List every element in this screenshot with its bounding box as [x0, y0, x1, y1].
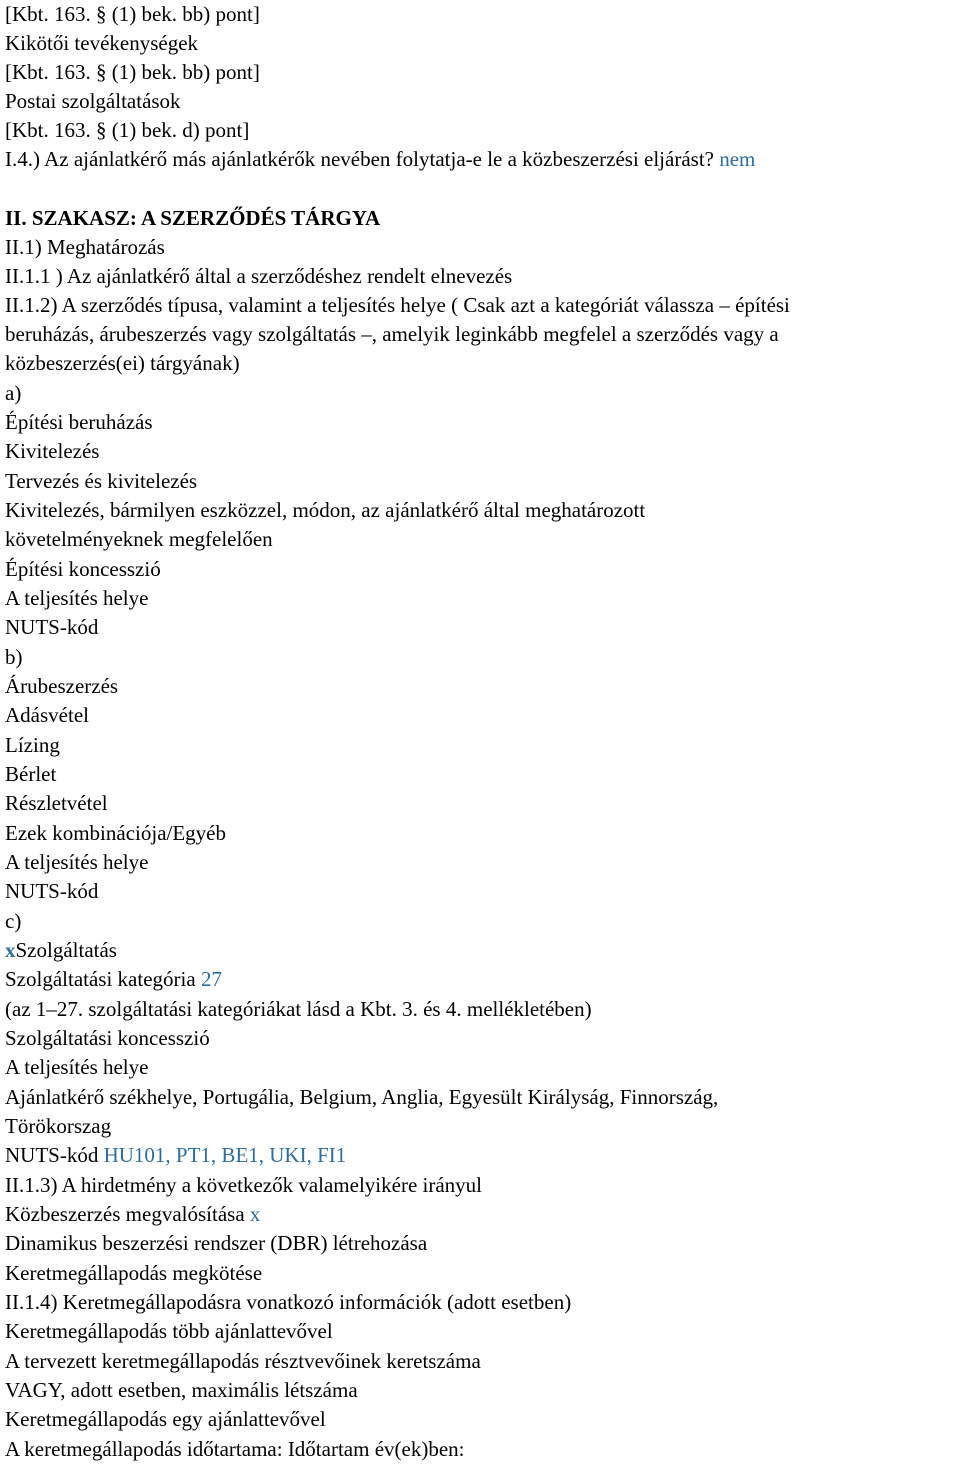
option-label: Szolgáltatás	[15, 938, 117, 962]
nuts-code-label: NUTS-kód	[5, 1143, 99, 1167]
question-i4-label: I.4.) Az ajánlatkérő más ajánlatkérők nevében folytatja-e le a közbeszerzési eljárást?	[5, 147, 714, 171]
service-category-label: Szolgáltatási kategória	[5, 967, 196, 991]
option-item: Keretmegállapodás egy ajánlattevővel	[5, 1407, 326, 1431]
note-line: (az 1–27. szolgáltatási kategóriákat lásd a Kbt. 3. és 4. mellékletében)	[5, 997, 592, 1021]
kbt-reference: [Kbt. 163. § (1) bek. d) pont]	[5, 118, 250, 142]
location-text: Ajánlatkérő székhelye, Portugália, Belgium, Anglia, Egyesült Királyság, Finnország,	[5, 1085, 719, 1109]
paragraph-line: II.1.2) A szerződés típusa, valamint a teljesítés helye ( Csak azt a kategóriát válassza – építési	[5, 293, 790, 317]
field-label: A teljesítés helye	[5, 586, 149, 610]
option-item: Bérlet	[5, 762, 57, 786]
option-item: Ezek kombinációja/Egyéb	[5, 821, 227, 845]
field-label: NUTS-kód	[5, 879, 99, 903]
option-letter: a)	[5, 381, 22, 405]
field-label: A teljesítés helye	[5, 1055, 149, 1079]
option-item	[5, 1200, 260, 1229]
option-item: Tervezés és kivitelezés	[5, 469, 198, 493]
field-label: NUTS-kód	[5, 615, 99, 639]
section-heading: II. SZAKASZ: A SZERZŐDÉS TÁRGYA	[5, 206, 381, 230]
kbt-reference: [Kbt. 163. § (1) bek. bb) pont]	[5, 60, 260, 84]
activity-postal: Postai szolgáltatások	[5, 89, 181, 113]
option-item: Lízing	[5, 733, 60, 757]
kbt-reference: [Kbt. 163. § (1) bek. bb) pont]	[5, 2, 260, 26]
option-item: Dinamikus beszerzési rendszer (DBR) létrehozása	[5, 1231, 428, 1255]
paragraph-line: beruházás, árubeszerzés vagy szolgáltatás –, amelyik leginkább megfelel a szerződés vagy a	[5, 322, 779, 346]
option-letter: c)	[5, 909, 22, 933]
option-item: Kivitelezés	[5, 439, 100, 463]
option-item: Árubeszerzés	[5, 674, 119, 698]
activity-port: Kikötői tevékenységek	[5, 31, 199, 55]
option-item: Építési beruházás	[5, 410, 153, 434]
option-letter: b)	[5, 645, 23, 669]
option-label: Közbeszerzés megvalósítása	[5, 1202, 245, 1226]
selected-mark: x	[5, 938, 16, 962]
field-label: A tervezett keretmegállapodás résztvevőinek keretszáma	[5, 1349, 481, 1373]
service-category-value: 27	[200, 967, 222, 991]
subsection-title: II.1) Meghatározás	[5, 235, 165, 259]
option-item: Építési koncesszió	[5, 557, 161, 581]
subsection-title: II.1.4) Keretmegállapodásra vonatkozó információk (adott esetben)	[5, 1290, 572, 1314]
service-category	[5, 965, 222, 994]
option-item: Kivitelezés, bármilyen eszközzel, módon, az ajánlatkérő által meghatározott	[5, 498, 646, 522]
option-item: követelményeknek megfelelően	[5, 527, 273, 551]
option-item: Részletvétel	[5, 791, 108, 815]
field-label: A keretmegállapodás időtartama: Időtartam év(ek)ben:	[5, 1437, 465, 1461]
question-i4-answer: nem	[719, 147, 756, 171]
nuts-code	[5, 1141, 346, 1170]
selected-mark: x	[249, 1202, 261, 1226]
field-label: VAGY, adott esetben, maximális létszáma	[5, 1378, 358, 1402]
paragraph-line: közbeszerzés(ei) tárgyának)	[5, 351, 240, 375]
option-item: Adásvétel	[5, 703, 89, 727]
location-text: Törökorszag	[5, 1114, 112, 1138]
option-item: Szolgáltatási koncesszió	[5, 1026, 210, 1050]
option-item: Keretmegállapodás megkötése	[5, 1261, 263, 1285]
subsection-title: II.1.1 ) Az ajánlatkérő által a szerződéshez rendelt elnevezés	[5, 264, 513, 288]
field-label: A teljesítés helye	[5, 850, 149, 874]
subsection-title: II.1.3) A hirdetmény a következők valamelyikére irányul	[5, 1173, 483, 1197]
question-i4	[5, 145, 755, 174]
option-item-selected	[5, 936, 117, 965]
nuts-code-value: HU101, PT1, BE1, UKI, FI1	[103, 1143, 347, 1167]
option-item: Keretmegállapodás több ajánlattevővel	[5, 1319, 333, 1343]
